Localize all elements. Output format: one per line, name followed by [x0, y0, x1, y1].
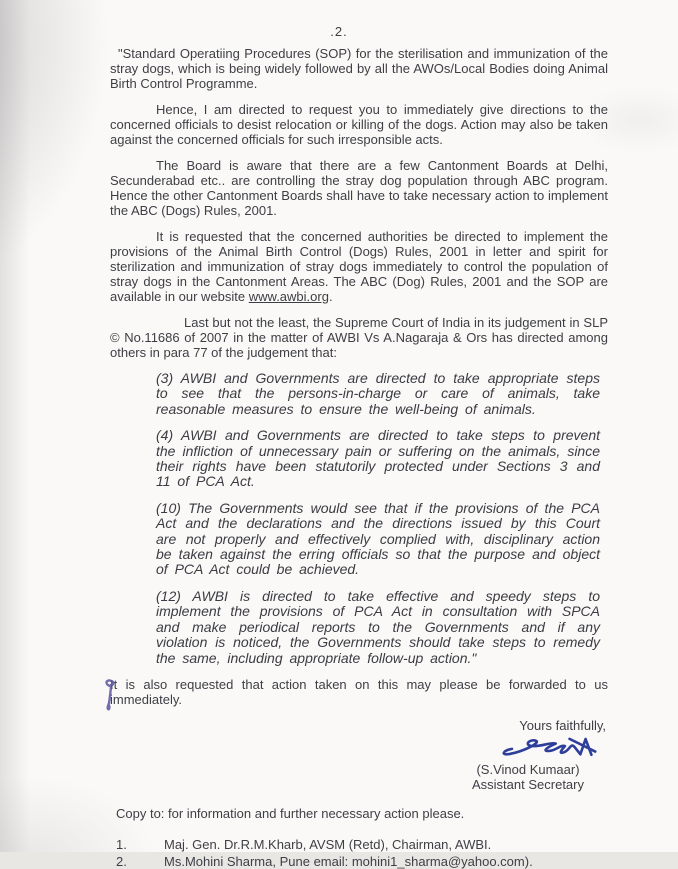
copy-to-item-text: Ms.Mohini Sharma, Pune email: mohini1_sharma@yahoo.com). — [164, 853, 533, 869]
copy-to-list — [116, 837, 608, 869]
awbi-website-link[interactable]: www.awbi.org — [248, 289, 329, 304]
signature-salutation: Yours faithfully, — [519, 717, 606, 733]
signature-block — [448, 718, 608, 792]
paragraph-supreme-court: Last but not the least, the Supreme Court of India in its judgement in SLP © No.11686 of 2007 in the matter of AWBI Vs A.Nagaraja & Ors has directed among others in para 77 of the judgement that: — [110, 315, 608, 360]
paragraph-board-aware: The Board is aware that there are a few Cantonment Boards at Delhi, Secunderabad etc.. are controlling the stray dog population through ABC program. Hence the other Cantonment Boards shall have to take necessary action to implement the ABC (Dogs) Rules, 2001. — [110, 158, 608, 218]
paragraph-requested-period: . — [328, 289, 333, 304]
copy-to-item-number: 1. — [116, 836, 127, 852]
copy-to-item-number: 2. — [116, 853, 127, 869]
judgement-quote-3: (3) AWBI and Governments are directed to take appropriate steps to see that the persons-in-charge or care of animals, take reasonable measures to ensure the well-being of animals. — [156, 370, 600, 417]
copy-to-line: Copy to: for information and further necessary action please. — [116, 805, 465, 821]
page-number: .2. — [330, 24, 348, 39]
paragraph-hence-directions: Hence, I am directed to request you to immediately give directions to the concerned officials to desist relocation or killing of the dogs. Action may also be taken against the concerned officials for such irresponsible acts. — [110, 102, 608, 147]
signer-name: (S.Vinod Kumaar) — [476, 761, 580, 777]
judgement-quote-10: (10) The Governments would see that if the provisions of the PCA Act and the declarations and the directions issued by this Court are not properly and effectively complied with, disciplinary action be taken against the erring officials so that the purpose and object of PCA Act could be achieved. — [156, 499, 600, 578]
signature-ink-icon — [495, 731, 600, 764]
judgement-quote-4: (4) AWBI and Governments are directed to take steps to prevent the infliction of unnecessary pain or suffering on the animals, since their rights have been statutorily protected under Sections 3 and 11 of PCA Act. — [156, 427, 600, 490]
copy-to-item — [116, 854, 608, 869]
paragraph-requested-implement — [110, 229, 608, 304]
judgement-quote-12: (12) AWBI is directed to take effective and speedy steps to implement the provisions of PCA Act in consultation with SPCA and make periodical reports to the Governments and if any violation is noticed, the Governments should take steps to remedy the same, including appropriate follow-up action." — [156, 587, 600, 666]
paragraph-action-taken: It is also requested that action taken on this may please be forwarded to us immediately. — [110, 676, 608, 707]
paragraph-sop: "Standard Operatiing Procedures (SOP) for the sterilisation and immunization of the stray dogs, which is being widely followed by all the AWOs/Local Bodies doing Animal Birth Control Programme. — [110, 46, 608, 91]
paragraph-requested-text: It is requested that the concerned authorities be directed to implement the provisions of the Animal Birth Control (Dogs) Rules, 2001 in letter and spirit for sterilization and immunization of stray dogs immediately to control the population of stray dogs in the Cantonment Areas. The ABC (Dog) Rules, 2001 and the SOP are available in our website — [110, 229, 608, 304]
copy-to-item — [116, 837, 608, 852]
copy-to-item-text: Maj. Gen. Dr.R.M.Kharb, AVSM (Retd), Chairman, AWBI. — [164, 836, 492, 852]
ink-mark-icon — [98, 676, 124, 718]
signer-title: Assistant Secretary — [472, 776, 584, 792]
